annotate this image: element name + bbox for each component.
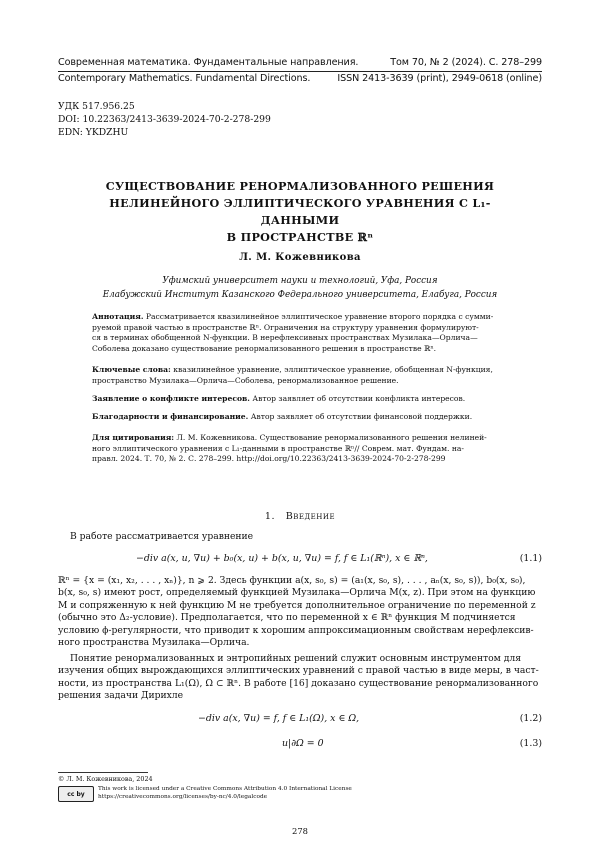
funding-label: Благодарности и финансирование.	[92, 412, 249, 421]
license-note	[98, 786, 352, 801]
abstract-label: Аннотация.	[92, 312, 144, 321]
paragraph-1	[58, 575, 542, 649]
equation-number: (1.2)	[519, 713, 542, 724]
edn: EDN: YKDZHU	[58, 127, 129, 138]
article-meta	[58, 100, 271, 139]
copyright-note	[58, 775, 153, 784]
equation-body: −div a(x, u, ∇u) + b₀(x, u) + b(x, u, ∇u) = f, f ∈ L₁(ℝⁿ), x ∈ ℝⁿ,	[136, 553, 428, 564]
intro-line: В работе рассматривается уравнение	[70, 531, 254, 542]
section-title: Введение	[285, 511, 336, 522]
paragraph-line: условию ϕ-регулярности, что приводит к хорошим аппроксимационным свойствам нерефлексив-	[58, 624, 534, 636]
issn: ISSN 2413-3639 (print), 2949-0618 (online)	[337, 73, 542, 84]
section-number: 1.	[264, 511, 276, 522]
abstract-line: ся в терминах обобщенной N-функции. В нерефлексивных пространствах Музилака—Орлича—	[92, 333, 478, 343]
udc: УДК 517.956.25	[58, 101, 135, 112]
abstract	[92, 312, 510, 354]
keywords-line: пространство Музилака—Орлича—Соболева, ренормализованное решение.	[92, 375, 399, 385]
header-rule	[58, 71, 542, 72]
keywords-line: квазилинейное уравнение, эллиптическое уравнение, обобщенная N-функция,	[170, 365, 493, 374]
paragraph-line: b(x, s₀, s) имеют рост, определяемый функцией Музилака—Орлича M(x, z). При этом на функцию	[58, 587, 536, 599]
paragraph-line: ℝⁿ = {x = (x₁, x₂, . . . , xₙ)}, n ⩾ 2. Здесь функции a(x, s₀, s) = (a₁(x, s₀, s), . . . , aₙ(x, s₀, s)), b₀(x, s₀),	[58, 575, 526, 586]
journal-title-ru: Современная математика. Фундаментальные направления.	[58, 57, 359, 68]
citation	[92, 433, 510, 465]
paragraph-line: решения задачи Дирихле	[58, 690, 184, 702]
conflict-label: Заявление о конфликте интересов.	[92, 394, 250, 403]
paragraph-2	[58, 653, 542, 703]
affiliation: Елабужский Институт Казанского Федерального университета, Елабуга, Россия	[102, 290, 498, 300]
affiliations	[0, 274, 600, 302]
equation-1-1	[58, 553, 542, 567]
funding-statement	[92, 412, 510, 423]
conflict-text: Автор заявляет об отсутствии конфликта интересов.	[249, 394, 466, 403]
citation-line: ного эллиптического уравнения с L₁-данными в пространстве ℝⁿ// Соврем. мат. Фундам. на-	[92, 443, 465, 453]
page-number: 278	[292, 826, 308, 836]
author-name: Л. М. Кожевникова	[239, 252, 361, 263]
paragraph-line: (обычно это Δ₂-условие). Предполагается, что по переменной x ∈ ℝⁿ функция M подчиняется	[58, 612, 516, 624]
funding-text: Автор заявляет об отсутствии финансовой поддержки.	[248, 412, 473, 421]
keywords-label: Ключевые слова:	[92, 365, 171, 374]
abstract-line: руемой правой частью в пространстве ℝⁿ. Ограничения на структуру уравнения формулируют-	[92, 322, 479, 332]
doi[interactable]: DOI: 10.22363/2413-3639-2024-70-2-278-299	[58, 114, 271, 125]
running-header-ru	[58, 57, 542, 68]
affiliation: Уфимский университет науки и технологий, Уфа, Россия	[162, 276, 438, 286]
citation-label: Для цитирования:	[92, 433, 175, 442]
license-text: This work is licensed under a Creative Commons Attribution 4.0 International License	[98, 786, 352, 792]
paragraph-line: ности, из пространства L₁(Ω), Ω ⊂ ℝⁿ. В работе [16] доказано существование ренормализованного	[58, 677, 539, 689]
section-heading	[0, 511, 600, 522]
article-title	[70, 178, 530, 246]
equation-body: −div a(x, ∇u) = f, f ∈ L₁(Ω), x ∈ Ω,	[198, 713, 360, 724]
title-line: НЕЛИНЕЙНОГО ЭЛЛИПТИЧЕСКОГО УРАВНЕНИЯ С L₁-ДАННЫМИ	[109, 196, 491, 227]
volume-info: Том 70, № 2 (2024). С. 278–299	[390, 57, 542, 68]
license-link[interactable]: https://creativecommons.org/licenses/by-nc/4.0/legalcode	[98, 793, 268, 800]
copyright: © Л. М. Кожевникова, 2024	[58, 775, 153, 783]
running-header-en	[58, 73, 542, 84]
equation-1-2	[58, 713, 542, 727]
paragraph-line: ного пространства Музилака—Орлича.	[58, 637, 250, 649]
cc-license-badge-icon[interactable]	[58, 786, 94, 802]
equation-number: (1.3)	[519, 738, 542, 749]
footnote-rule	[58, 772, 148, 773]
conflict-statement	[92, 394, 510, 405]
paragraph-line: изучения общих вырождающихся эллиптических уравнений с правой частью в виде меры, в част-	[58, 665, 539, 677]
equation-body: u|∂Ω = 0	[282, 738, 324, 749]
title-line: СУЩЕСТВОВАНИЕ РЕНОРМАЛИЗОВАННОГО РЕШЕНИЯ	[105, 179, 495, 193]
journal-title-en: Contemporary Mathematics. Fundamental Directions.	[58, 73, 311, 84]
citation-line[interactable]: правл. 2024. Т. 70, № 2. С. 278–299. http://doi.org/10.22363/2413-3639-2024-70-2-278-299	[92, 454, 446, 464]
equation-1-3	[58, 738, 542, 752]
equation-number: (1.1)	[519, 553, 542, 564]
title-line: В ПРОСТРАНСТВЕ ℝⁿ	[226, 230, 374, 244]
citation-line: Л. М. Кожевникова. Существование ренормализованного решения нелиней-	[174, 433, 487, 442]
paragraph-line: M и сопряженную к ней функцию M̄ не требуется дополнительное ограничение по переменной z	[58, 599, 536, 611]
cc-badge-text: cc by	[67, 790, 85, 798]
abstract-line: Соболева доказано существование ренормализованного решения в пространстве ℝⁿ.	[92, 343, 437, 353]
keywords	[92, 365, 510, 386]
abstract-line: Рассматривается квазилинейное эллиптическое уравнение второго порядка с сумми-	[143, 312, 494, 321]
paragraph-line: Понятие ренормализованных и энтропийных решений служит основным инструментом для	[70, 653, 522, 664]
intro-paragraph	[58, 531, 554, 543]
